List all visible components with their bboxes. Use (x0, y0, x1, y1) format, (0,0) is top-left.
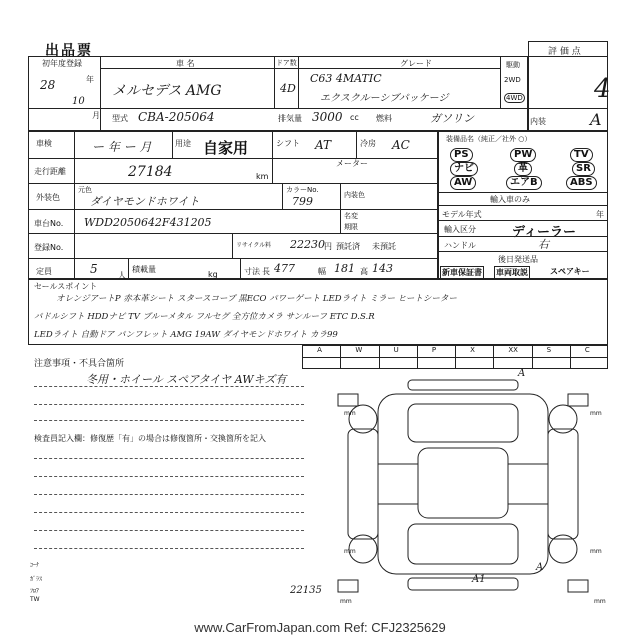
equip-sr: SR (572, 162, 595, 176)
displacement-value: 3000 (312, 110, 343, 124)
equip-tv: TV (570, 148, 593, 162)
legend-code: S (546, 346, 552, 354)
legend-code: W (355, 346, 363, 354)
first-reg-month: 10 (72, 96, 85, 107)
first-reg-label: 初年度登録 (42, 59, 82, 68)
usage-value: 自家用 (203, 139, 249, 157)
chassis-value: WDD2050642F431205 (84, 216, 212, 229)
equip-airbag: エアB (506, 176, 542, 190)
inspector-label: 検査員記入欄：修復歴「有」の場合は修復箇所・交換箇所を記入 (34, 434, 266, 443)
fuel-value: ガソリン (430, 112, 474, 125)
score-label: 評 価 点 (548, 47, 581, 57)
legend-code: XX (508, 346, 518, 354)
doc-spare-key: スペアキー (550, 267, 590, 276)
sheet-title: 出品票 (45, 43, 93, 59)
color-value: ダイヤモンドホワイト (90, 195, 200, 208)
equipment-header: 装備品名（純正／社外 ○） (446, 135, 532, 143)
doc-warranty: 新車保証書 (442, 268, 482, 277)
displacement-label: 排気量 (278, 114, 302, 123)
mark-right: A (536, 562, 544, 573)
color-no-value: 799 (292, 195, 313, 208)
handle-value: 右 (538, 238, 549, 251)
recycle-value: 22230 (290, 238, 325, 251)
equip-ps: PS (450, 148, 473, 162)
sales-line-1: オレンジアートP 赤本革シート スタースコープ 黒ECO パワーゲート LEDライト ミラー ヒートシーター (56, 294, 457, 304)
width-value: 181 (334, 262, 355, 275)
shift-value: AT (315, 138, 332, 152)
model-value: CBA-205064 (138, 110, 215, 124)
notes-label: 注意事項・不具合箇所 (34, 359, 125, 369)
inspection-value: ー 年 ー 月 (92, 140, 152, 154)
ac-value: AC (392, 138, 410, 152)
length-value: 477 (274, 262, 295, 275)
recycle-deposited: 預託済 (336, 242, 360, 251)
drive-4wd: 4WD (506, 94, 523, 102)
legend-code: C (584, 346, 590, 354)
doc-manual: 車両取説 (496, 268, 528, 277)
import-type-value: ディーラー (512, 225, 576, 240)
first-reg-year: 28 (40, 78, 56, 92)
equip-aw: AW (450, 176, 476, 190)
score-value: 4 (594, 74, 611, 104)
model-label: 型式 (112, 114, 128, 123)
equip-pw: PW (510, 148, 536, 162)
interior-label: 内装 (530, 117, 546, 126)
interior-value: A (590, 110, 602, 129)
legend-code: U (393, 346, 399, 354)
mileage-value: 27184 (128, 164, 173, 180)
equip-abs: ABS (566, 176, 597, 190)
legend-code: A (317, 346, 322, 354)
car-name: メルセデス AMG (112, 83, 222, 99)
drive-label: 駆動 (506, 61, 520, 69)
grade-line2: エクスクルーシブパッケージ (320, 93, 449, 104)
stamp-number: 22135 (290, 585, 322, 596)
equip-navi: ナビ (450, 162, 478, 176)
recycle-not-deposited: 未預託 (372, 242, 396, 251)
grade-line1: C63 4MATIC (310, 72, 382, 85)
drive-2wd: 2WD (504, 76, 521, 84)
notes-line-1: 冬用・ホイール スペアタイヤ AWキズ有 (86, 373, 287, 386)
legend-code: P (431, 346, 437, 354)
sales-line-3: LEDライト 自動ドア パンフレット AMG 19AW ダイヤモンドホワイト カラ99 (34, 330, 338, 340)
height-value: 143 (372, 262, 393, 275)
grade-label: グレード (400, 59, 432, 68)
equip-leather: 革 (514, 162, 532, 176)
car-damage-diagram (318, 374, 608, 614)
legend-code: X (470, 346, 475, 354)
fuel-label: 燃料 (376, 114, 392, 123)
sales-points-label: セールスポイント (34, 282, 98, 291)
mark-rear: A1 (472, 574, 486, 585)
mark-front: A (518, 368, 526, 379)
watermark: www.CarFromJapan.com Ref: CFJ2325629 (194, 620, 446, 635)
capacity-value: 5 (90, 262, 98, 276)
car-name-label: 車 名 (176, 59, 195, 68)
doors-label: ドア数 (276, 59, 297, 67)
sales-line-2: パドルシフト HDDナビ TV ブルーメタル フルセグ 全方位カメラ サンルーフ ETC D.S.R (34, 312, 375, 322)
doors-value: 4D (280, 82, 296, 95)
